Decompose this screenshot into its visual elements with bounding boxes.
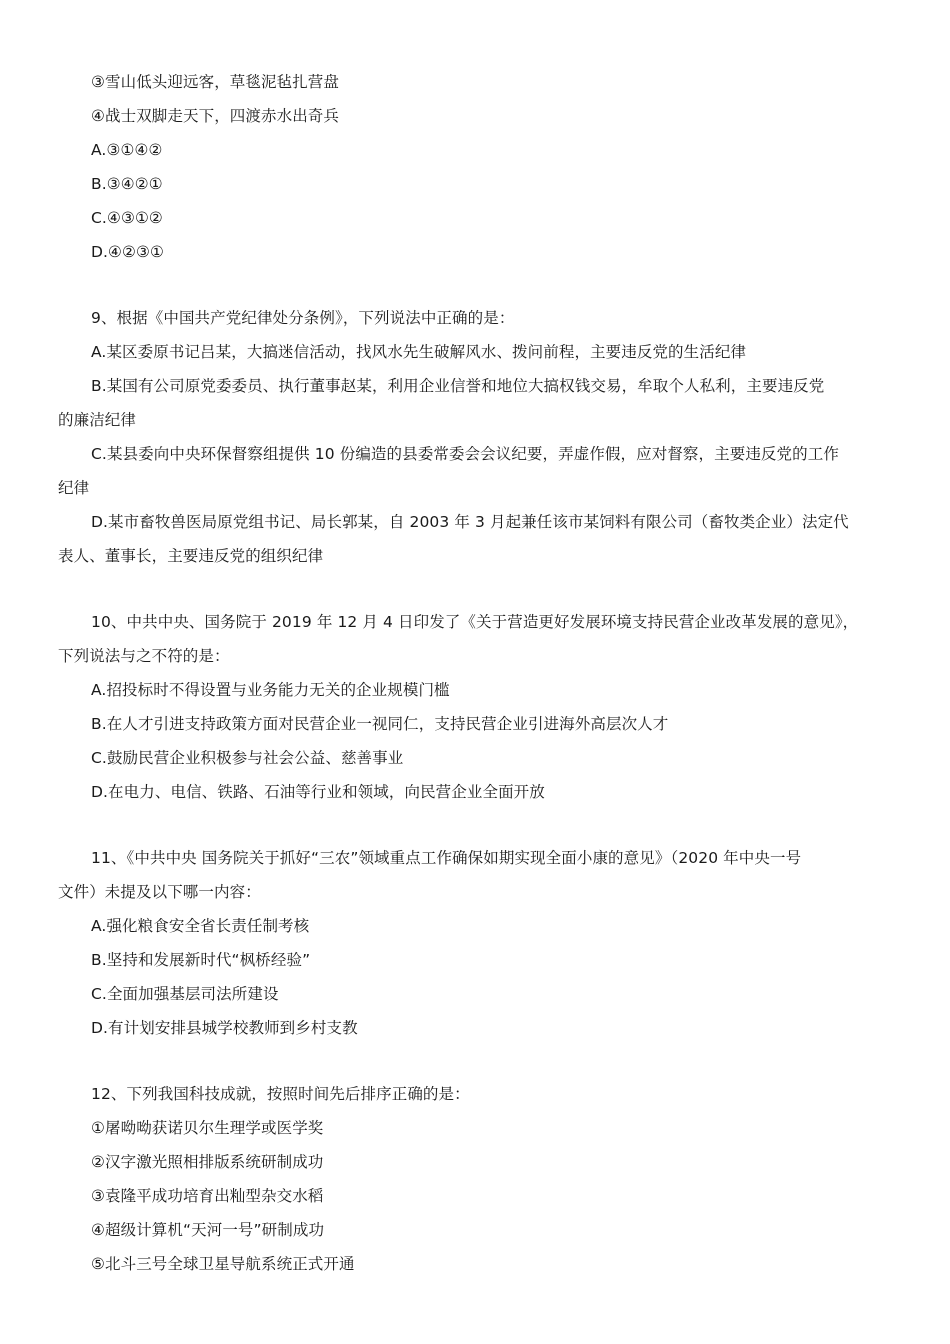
q9-option-c-cont: 纪律 — [58, 479, 90, 497]
q11-option-a: A.强化粮食安全省长责任制考核 — [91, 917, 310, 935]
q11-stem: 11、《中共中央 国务院关于抓好“三农”领域重点工作确保如期实现全面小康的意见》（2020 年中央一号 — [91, 849, 802, 867]
q8-option-a: A.③①④② — [91, 141, 163, 159]
q11-option-b: B.坚持和发展新时代“枫桥经验” — [91, 951, 311, 969]
question-12 — [58, 1077, 898, 1281]
q10-option-b: B.在人才引进支持政策方面对民营企业一视同仁，支持民营企业引进海外高层次人才 — [91, 715, 669, 733]
q9-option-d-cont: 表人、董事长，主要违反党的组织纪律 — [58, 547, 324, 565]
q12-item: ⑤北斗三号全球卫星导航系统正式开通 — [91, 1255, 355, 1273]
q12-item: ①屠呦呦获诺贝尔生理学或医学奖 — [91, 1119, 324, 1137]
q8-option-c: C.④③①② — [91, 209, 163, 227]
q9-option-d: D.某市畜牧兽医局原党组书记、局长郭某，自 2003 年 3 月起兼任该市某饲料有限公司（畜牧类企业）法定代 — [91, 513, 849, 531]
q10-option-d: D.在电力、电信、铁路、石油等行业和领域，向民营企业全面开放 — [91, 783, 545, 801]
question-8 — [58, 65, 898, 269]
q9-stem: 9、根据《中国共产党纪律处分条例》，下列说法中正确的是： — [91, 309, 515, 327]
q10-option-a: A.招投标时不得设置与业务能力无关的企业规模门槛 — [91, 681, 450, 699]
q8-item: ④战士双脚走天下，四渡赤水出奇兵 — [91, 107, 339, 125]
q11-option-c: C.全面加强基层司法所建设 — [91, 985, 279, 1003]
q12-item: ②汉字激光照相排版系统研制成功 — [91, 1153, 324, 1171]
question-11 — [58, 841, 898, 1045]
q10-stem-cont: 下列说法与之不符的是： — [58, 647, 230, 665]
q9-option-b: B.某国有公司原党委委员、执行董事赵某，利用企业信誉和地位大搞权钱交易，牟取个人私利，主要违反党 — [91, 377, 825, 395]
q12-item: ③袁隆平成功培育出籼型杂交水稻 — [91, 1187, 324, 1205]
q12-stem: 12、下列我国科技成就，按照时间先后排序正确的是： — [91, 1085, 470, 1103]
q8-item: ③雪山低头迎远客，草毯泥毡扎营盘 — [91, 73, 339, 91]
question-10 — [58, 605, 898, 809]
q9-option-b-cont: 的廉洁纪律 — [58, 411, 137, 429]
q9-option-c: C.某县委向中央环保督察组提供 10 份编造的县委常委会会议纪要，弄虚作假，应对督察，主要违反党的工作 — [91, 445, 839, 463]
q10-option-c: C.鼓励民营企业积极参与社会公益、慈善事业 — [91, 749, 404, 767]
q11-stem-cont: 文件）未提及以下哪一内容： — [58, 883, 261, 901]
question-9 — [58, 301, 898, 573]
q11-option-d: D.有计划安排县城学校教师到乡村支教 — [91, 1019, 358, 1037]
q12-item: ④超级计算机“天河一号”研制成功 — [91, 1221, 325, 1239]
q9-option-a: A.某区委原书记吕某，大搞迷信活动，找风水先生破解风水、拨问前程，主要违反党的生活纪律 — [91, 343, 747, 361]
document-page — [58, 65, 898, 1281]
q8-option-d: D.④②③① — [91, 243, 165, 261]
q8-option-b: B.③④②① — [91, 175, 163, 193]
q10-stem: 10、中共中央、国务院于 2019 年 12 月 4 日印发了《关于营造更好发展环境支持民营企业改革发展的意见》， — [91, 613, 859, 631]
